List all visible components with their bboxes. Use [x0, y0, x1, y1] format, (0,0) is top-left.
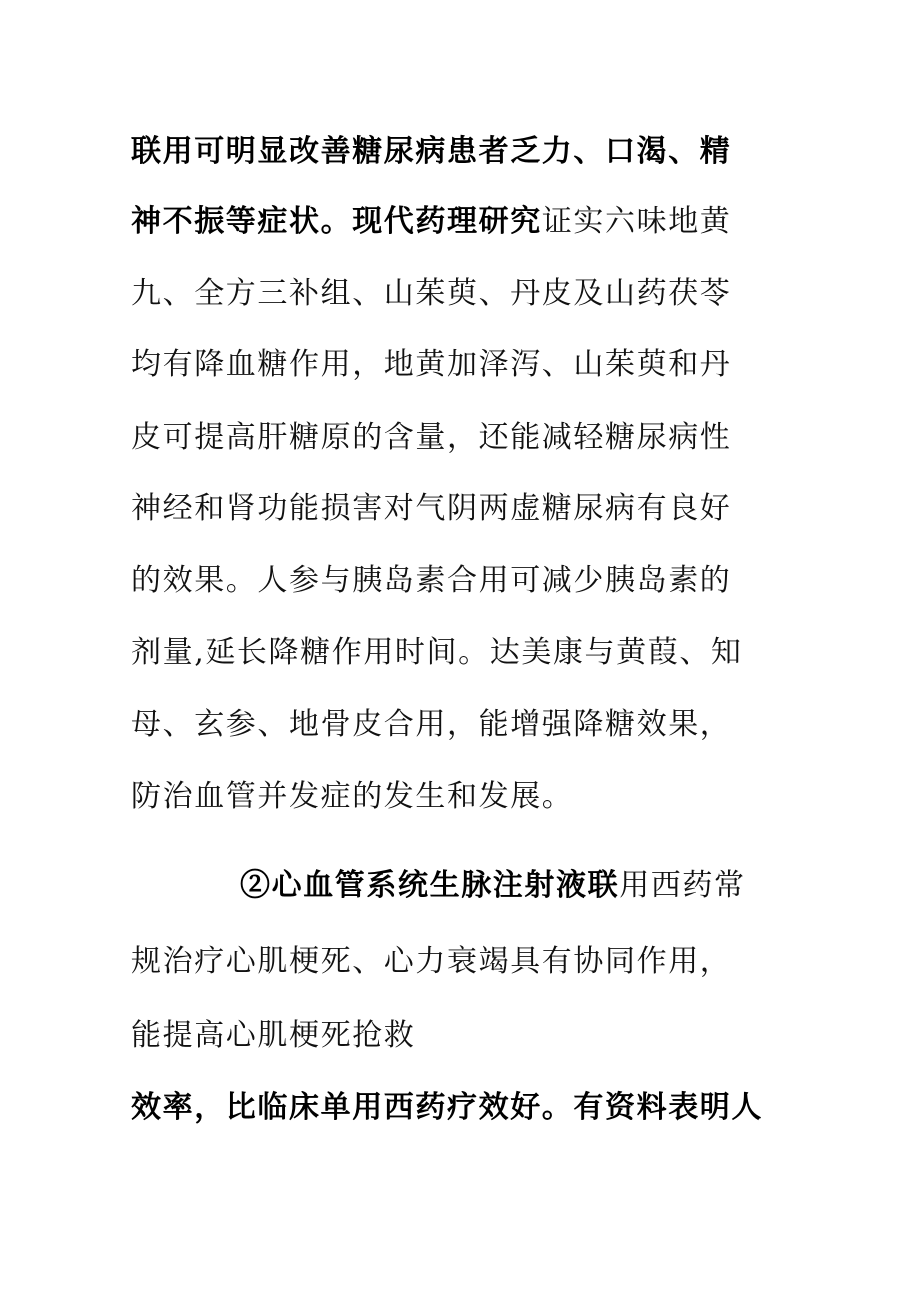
- text-span: 母、玄参、地骨皮合用，能增强降糖效果，: [131, 707, 732, 742]
- text-span: 规治疗心肌梗死、心力衰竭具有协同作用，: [131, 944, 732, 979]
- text-span: 神经和肾功能损害对气阴两虚糖尿病有良好: [131, 491, 732, 526]
- text-line: [131, 489, 811, 529]
- text-line: [131, 345, 811, 385]
- text-span: 用西药常: [619, 868, 746, 903]
- text-line: [131, 705, 811, 745]
- text-span: 皮可提高肝糖原的含量，还能减轻糖尿病性: [131, 420, 732, 455]
- text-span: 效率，比临床单用西药疗效好。有资料表明人: [131, 1090, 763, 1125]
- text-line: [240, 866, 920, 906]
- text-span: 的效果。人参与胰岛素合用可减少胰岛素的: [131, 563, 732, 598]
- text-span: 神不振等症状。现代药理研究: [131, 204, 542, 239]
- text-line: [131, 942, 811, 982]
- text-span: 剂量,延长降糖作用时间。达美康与黄葭、知: [131, 635, 743, 670]
- text-line: [131, 202, 811, 242]
- text-line: [131, 561, 811, 601]
- text-span: 联用可明显改善糖尿病患者乏力、口渴、精: [131, 134, 732, 169]
- text-span: 能提高心肌梗死抢救: [131, 1018, 416, 1053]
- text-line: [131, 1016, 811, 1056]
- text-span: 防治血管并发症的发生和发展。: [131, 779, 574, 814]
- text-span: ②心血管系统生脉注射液联: [240, 868, 620, 903]
- text-span: 均有降血糖作用，地黄加泽泻、山茱萸和丹: [131, 347, 732, 382]
- text-line: [131, 777, 811, 817]
- text-line: [131, 1088, 811, 1128]
- text-line: [131, 132, 811, 172]
- text-line: [131, 274, 811, 314]
- text-span: 九、全方三补组、山茱萸、丹皮及山药茯苓: [131, 276, 732, 311]
- text-span: 证实六味地黄: [541, 204, 732, 239]
- text-line: [131, 418, 811, 458]
- text-line: [131, 633, 811, 673]
